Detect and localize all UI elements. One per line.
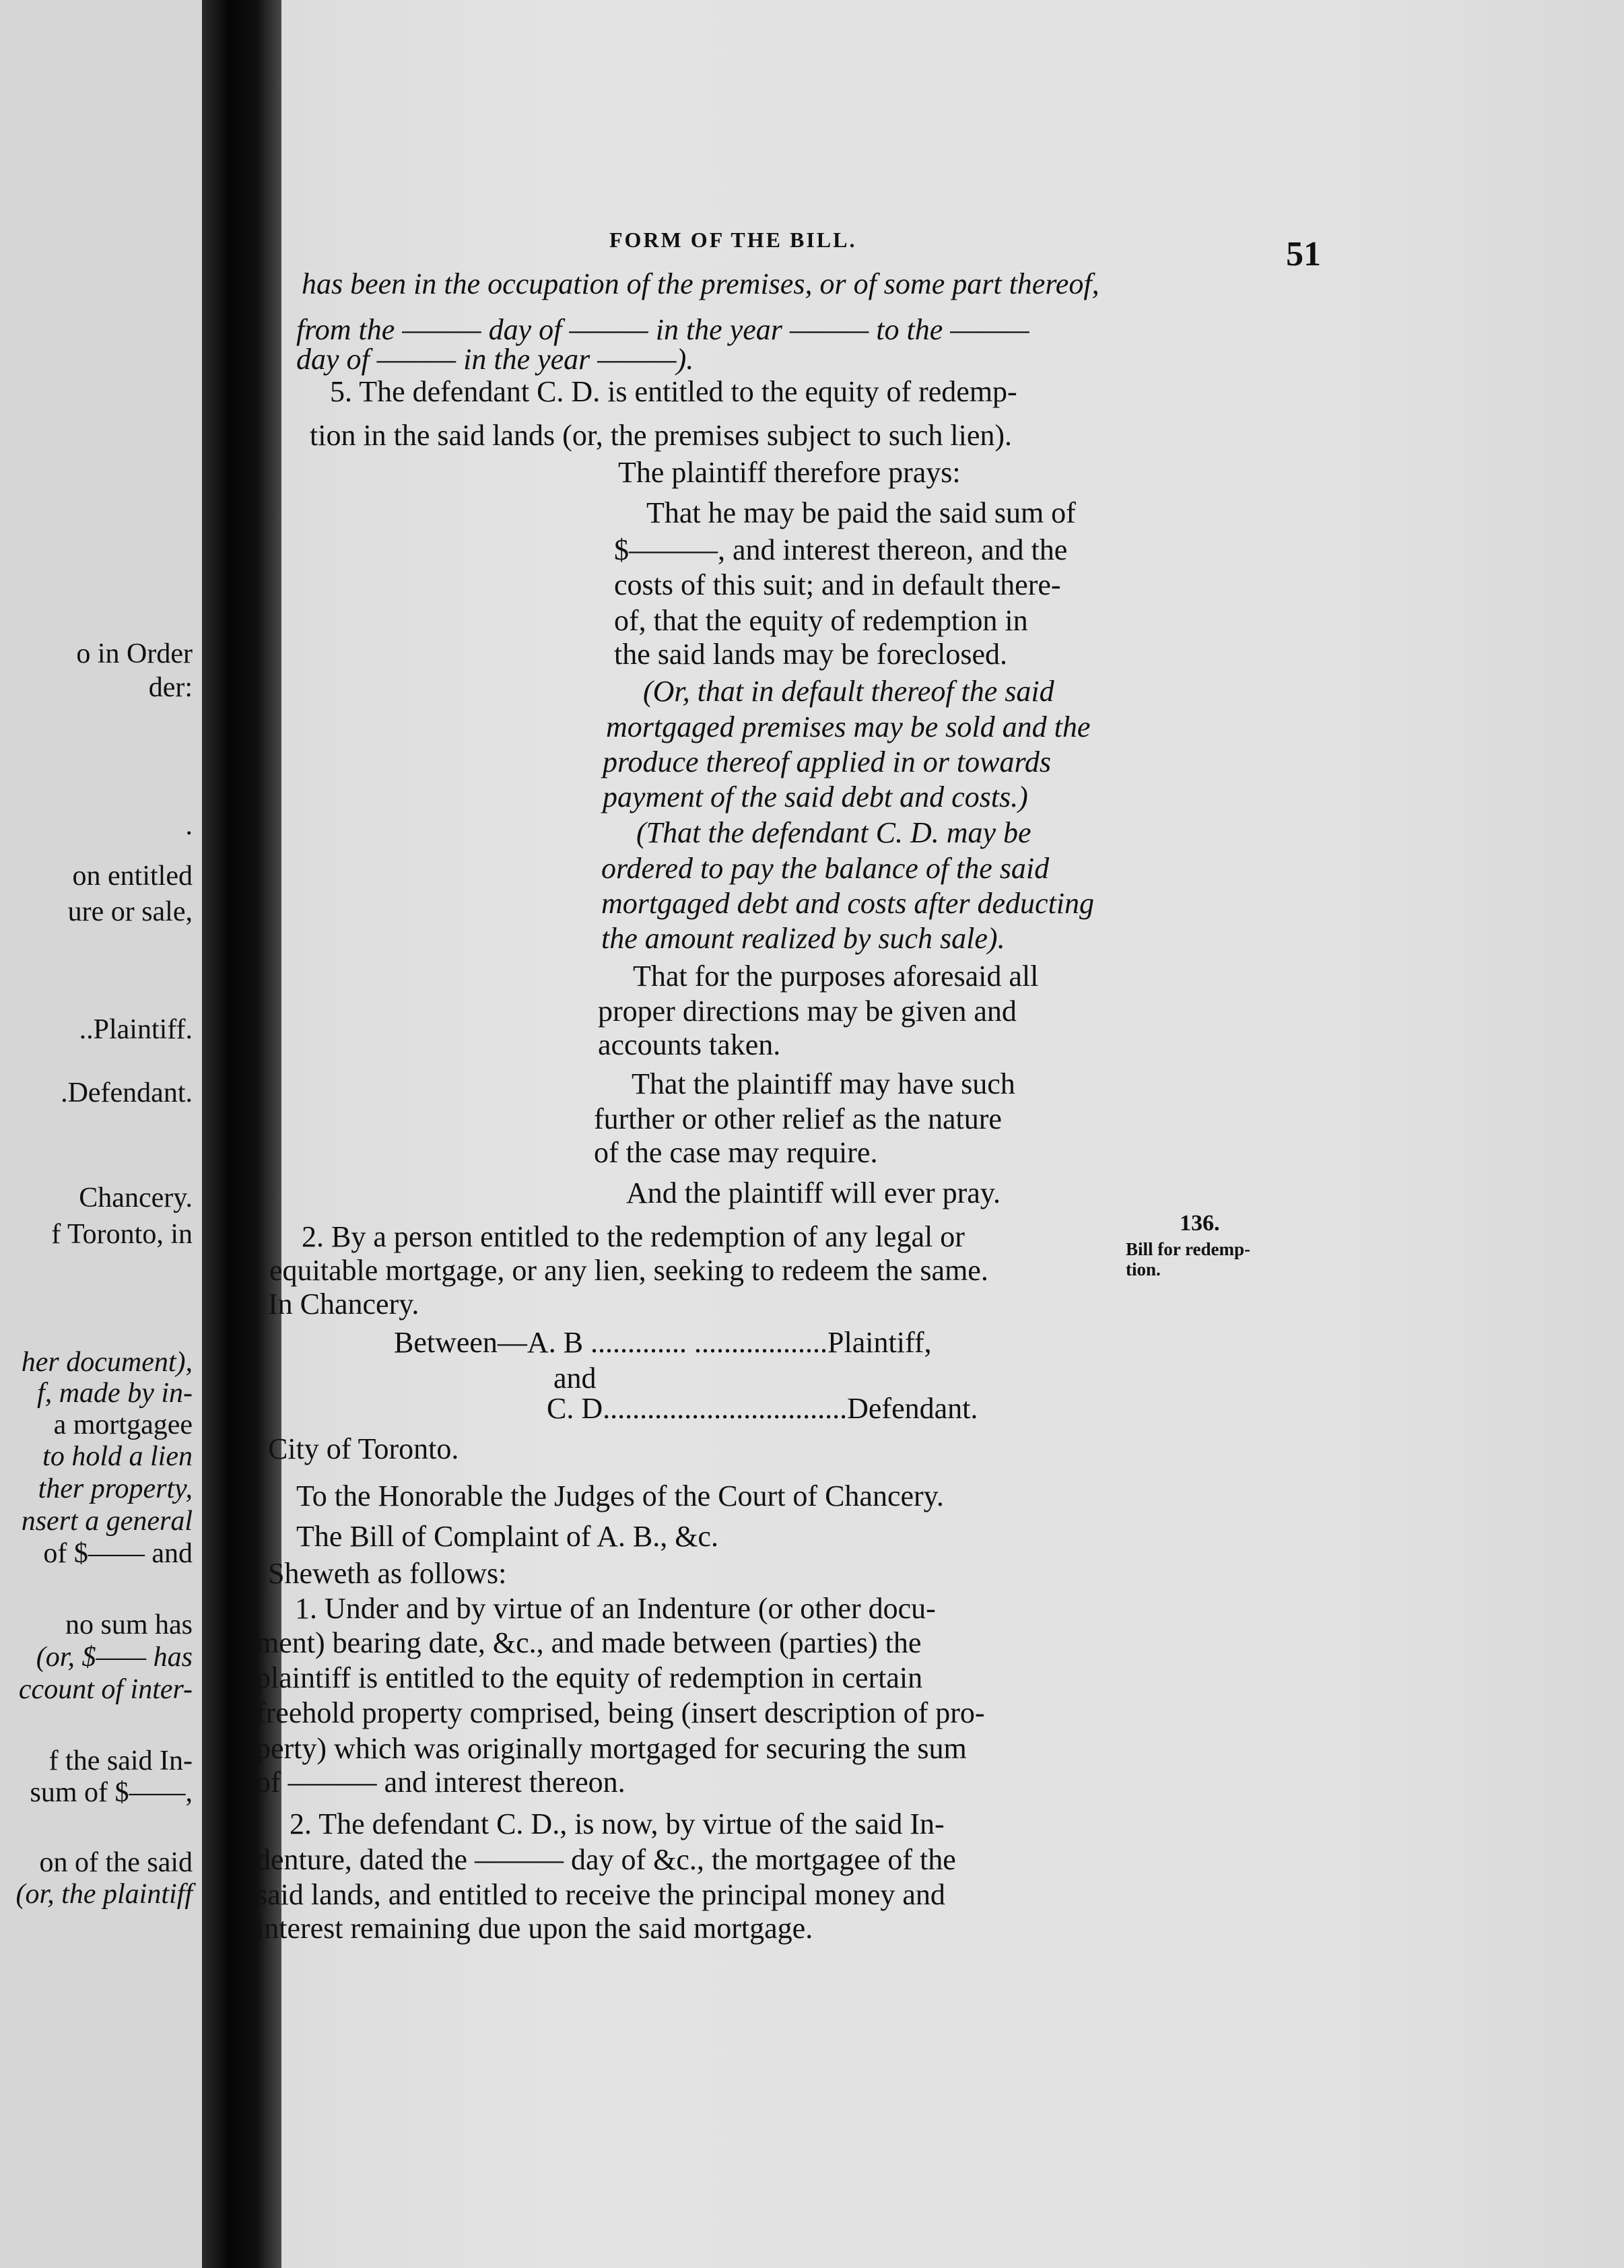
margin-note-label: Bill for redemp- xyxy=(1126,1239,1250,1259)
body-line: proper directions may be given and xyxy=(598,995,1017,1028)
body-line: That for the purposes aforesaid all xyxy=(633,960,1039,993)
left-line: to hold a lien xyxy=(42,1441,193,1472)
body-line: ment) bearing date, &c., and made between (parties) the xyxy=(256,1626,922,1659)
body-line: interest remaining due upon the said mortgage. xyxy=(256,1912,813,1945)
body-line: mortgaged premises may be sold and the xyxy=(606,710,1091,743)
left-line: ..Plaintiff. xyxy=(79,1014,193,1045)
body-line: of, that the equity of redemption in xyxy=(614,604,1028,637)
body-line: In Chancery. xyxy=(268,1288,419,1321)
body-line: has been in the occupation of the premises, or of some part thereof, xyxy=(302,267,1099,300)
left-line: no sum has xyxy=(65,1609,193,1640)
left-page-fragment xyxy=(0,0,202,2268)
body-line: The Bill of Complaint of A. B., &c. xyxy=(296,1520,718,1553)
body-line: produce thereof applied in or towards xyxy=(603,745,1052,778)
body-line: And the plaintiff will ever pray. xyxy=(626,1176,1001,1209)
left-line: f, made by in- xyxy=(37,1378,193,1409)
body-line: further or other relief as the nature xyxy=(594,1102,1002,1135)
body-line: Sheweth as follows: xyxy=(268,1557,507,1590)
body-line: tion in the said lands (or, the premises subject to such lien). xyxy=(310,419,1013,452)
margin-section-number: 136. xyxy=(1180,1211,1220,1236)
left-line: sum of $——, xyxy=(30,1777,193,1808)
left-line: Chancery. xyxy=(79,1182,193,1213)
body-line: denture, dated the ——— day of &c., the mortgagee of the xyxy=(256,1843,956,1876)
body-line: Between—A. B ............. ..................Plaintiff, xyxy=(394,1326,932,1359)
body-line: plaintiff is entitled to the equity of redemption in certain xyxy=(256,1661,923,1694)
body-line: of ——— and interest thereon. xyxy=(256,1766,625,1799)
body-line: of the case may require. xyxy=(594,1136,878,1169)
left-line: of $—— and xyxy=(43,1538,193,1569)
left-line: on of the said xyxy=(39,1847,193,1878)
left-line: nsert a general xyxy=(21,1506,193,1537)
body-line: accounts taken. xyxy=(598,1028,781,1061)
left-line: a mortgagee xyxy=(53,1409,193,1440)
left-line: ccount of inter- xyxy=(18,1674,193,1705)
body-line: perty) which was originally mortgaged for securing the sum xyxy=(256,1732,967,1765)
body-line: ordered to pay the balance of the said xyxy=(601,852,1050,885)
body-line: equitable mortgage, or any lien, seeking to redeem the same. xyxy=(269,1254,988,1287)
body-line: 1. Under and by virtue of an Indenture (or other docu- xyxy=(295,1592,936,1625)
left-line: ure or sale, xyxy=(67,896,193,927)
body-line: C. D.................................Defendant. xyxy=(547,1392,978,1425)
running-title: FORM OF THE BILL. xyxy=(609,228,857,252)
body-line: freehold property comprised, being (insert description of pro- xyxy=(256,1696,985,1729)
margin-note-label: tion. xyxy=(1126,1259,1161,1279)
body-line: said lands, and entitled to receive the principal money and xyxy=(256,1878,945,1911)
left-line: (or, the plaintiff xyxy=(15,1879,193,1910)
prayer-heading: The plaintiff therefore prays: xyxy=(618,456,961,489)
left-line: o in Order xyxy=(76,638,193,669)
body-line: costs of this suit; and in default there- xyxy=(614,568,1061,601)
body-line: (Or, that in default thereof the said xyxy=(643,675,1054,708)
left-line: (or, $—— has xyxy=(36,1642,193,1673)
left-line: .Defendant. xyxy=(61,1077,193,1108)
section-heading: 2. By a person entitled to the redemption of any legal or xyxy=(302,1220,965,1253)
body-line: To the Honorable the Judges of the Court of Chancery. xyxy=(296,1479,944,1512)
left-line: on entitled xyxy=(72,861,193,892)
left-line: f Toronto, in xyxy=(51,1219,193,1250)
body-line: City of Toronto. xyxy=(268,1432,459,1465)
body-line: the amount realized by such sale). xyxy=(601,922,1005,955)
left-line: f the said In- xyxy=(48,1745,193,1776)
body-line: payment of the said debt and costs.) xyxy=(603,780,1028,813)
body-line: 5. The defendant C. D. is entitled to the equity of redemp- xyxy=(330,375,1017,408)
body-line: day of ——— in the year ———). xyxy=(296,343,694,376)
body-line: (That the defendant C. D. may be xyxy=(636,816,1031,849)
body-line: $———, and interest thereon, and the xyxy=(614,533,1068,566)
body-line: mortgaged debt and costs after deducting xyxy=(601,887,1095,920)
left-line: ther property, xyxy=(38,1473,193,1504)
body-line: from the ——— day of ——— in the year ——— to the ——— xyxy=(296,313,1029,346)
body-line: the said lands may be foreclosed. xyxy=(614,638,1008,671)
left-line: der: xyxy=(148,672,193,703)
body-line: and xyxy=(553,1362,597,1395)
body-line: That he may be paid the said sum of xyxy=(646,496,1076,529)
body-line: 2. The defendant C. D., is now, by virtue of the said In- xyxy=(290,1807,945,1840)
left-line: her document), xyxy=(21,1347,193,1378)
left-line: . xyxy=(185,810,193,841)
body-line: That the plaintiff may have such xyxy=(632,1067,1015,1100)
page-number: 51 xyxy=(1286,235,1321,273)
